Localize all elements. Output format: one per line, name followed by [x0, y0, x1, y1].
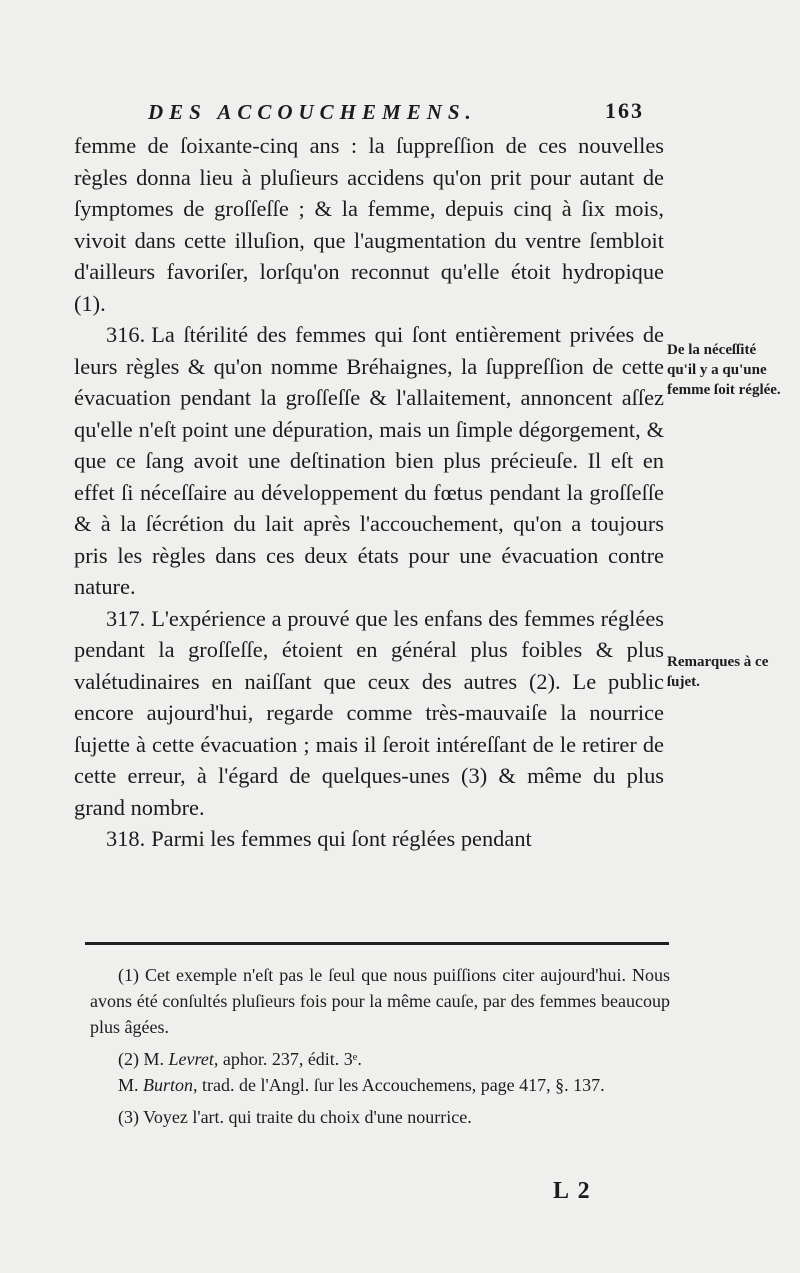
footnote-citation: , trad. de l'Angl. ſur les Accouchemens, page 417, §. 137. [193, 1075, 605, 1095]
footnote-divider [85, 942, 669, 945]
main-text [74, 130, 664, 855]
footnote-2b [90, 1072, 670, 1098]
section-number: 316. [106, 322, 146, 347]
footnote-author: Burton [143, 1075, 194, 1095]
paragraph-317 [74, 603, 664, 824]
footnote-citation: , aphor. 237, édit. 3ᵉ. [213, 1049, 362, 1069]
footnote-1: (1) Cet exemple n'eſt pas le ſeul que nous puiſſions citer aujourd'hui. Nous avons été conſultés pluſieurs fois pour la même cauſe, par des femmes beaucoup plus âgées. [90, 965, 670, 1037]
footnote-prefix: M. [118, 1075, 139, 1095]
paragraph-318 [74, 823, 664, 855]
paragraph-continuation: femme de ſoixante-cinq ans : la ſuppreſſion de ces nouvelles règles donna lieu à pluſieurs accidens qu'on prit pour autant de ſymptomes de groſſeſſe ; & la femme, depuis cinq à ſix mois, vivoit dans cette illuſion, que l'augmentation du ventre ſembloit d'ailleurs favoriſer, lorſqu'on reconnut qu'elle étoit hydropique (1). [74, 133, 664, 316]
paragraph-316 [74, 319, 664, 603]
paragraph-text: La ſtérilité des femmes qui ſont entièrement privées de leurs règles & qu'on nomme Bréhaignes, la ſuppreſſion de cette évacuation pendant la groſſeſſe & l'allaitement, annoncent aſſez qu'elle n'eſt point une dépuration, mais un ſimple dégorgement, & que ce ſang avoit une deſtination bien plus précieuſe. Il eſt en effet ſi néceſſaire au développement du fœtus pendant la groſſeſſe & à la ſécrétion du lait après l'accouchement, qu'on a toujours pris les règles dans ces deux états pour une évacuation contre nature. [74, 322, 664, 599]
section-number: 317. [106, 605, 146, 631]
signature-mark: L 2 [553, 1178, 592, 1204]
footnote-prefix: (2) M. [118, 1049, 164, 1069]
section-number: 318. [106, 826, 146, 851]
page-number: 163 [605, 98, 644, 123]
footnote-3: (3) Voyez l'art. qui traite du choix d'une nourrice. [118, 1107, 472, 1127]
footnotes [90, 962, 670, 1130]
paragraph-text: Parmi les femmes qui ſont réglées pendant [151, 826, 532, 851]
margin-note-remarks: Remarques à ce ſujet. [667, 654, 769, 690]
running-title: DES ACCOUCHEMENS. [148, 100, 477, 124]
paragraph-text: L'expérience a prouvé que les enfans des femmes réglées pendant la groſſeſſe, étoient en général plus foibles & plus valétudinaires en naiſſant que ceux des autres (2). Le public encore aujourd'hui, regarde comme très-mauvaiſe la nourrice ſujette à cette évacuation ; mais il ſeroit intéreſſant de le retirer de cette erreur, à l'égard de quelques-unes (3) & même du plus grand nombre. [74, 605, 664, 820]
footnote-2a [90, 1046, 670, 1072]
margin-note-necessity: De la néceſſité qu'il y a qu'une femme ſoit réglée. [667, 342, 781, 398]
footnote-author: Levret [168, 1049, 214, 1069]
